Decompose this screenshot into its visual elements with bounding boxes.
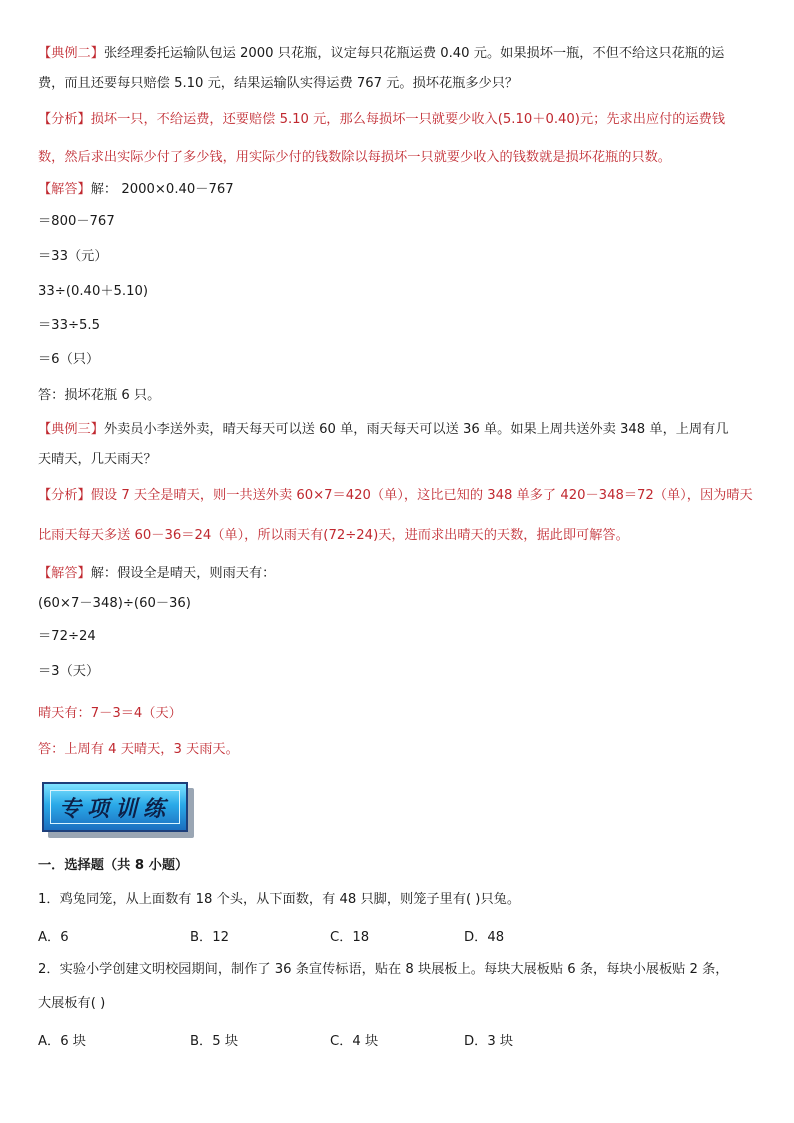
question2-line2: 大展板有( ) — [38, 996, 106, 1011]
example2-solution-line4: 33÷(0.40＋5.10) — [38, 284, 149, 299]
banner-label: 专项训练 — [58, 795, 171, 822]
example3-solution-line4: ＝3（天） — [38, 664, 100, 679]
example2-analysis-line2: 数，然后求出实际少付了多少钱，用实际少付的钱数除以每损坏一只就要少收入的钱数就是损坏花瓶的只数。 — [38, 150, 671, 165]
banner-inner-frame — [50, 790, 180, 824]
example2-solution-line6: ＝6（只） — [38, 352, 100, 367]
example3-solution-line2: (60×7－348)÷(60－36) — [38, 596, 191, 611]
option-d: D．3 块 — [464, 1034, 514, 1049]
section-banner — [40, 780, 198, 842]
example3-answer: 答：上周有 4 天晴天，3 天雨天。 — [38, 742, 239, 757]
example2-solution-line1: 【解答】解： 2000×0.40－767 — [38, 182, 234, 197]
example3-analysis-line1: 【分析】假设 7 天全是晴天，则一共送外卖 60×7＝420（单），这比已知的 348 单多了 420－348＝72（单），因为晴天 — [38, 488, 753, 503]
option-c: C．18 — [330, 930, 370, 945]
example2-solution-line5: ＝33÷5.5 — [38, 318, 100, 333]
question1-text: 1．鸡兔同笼，从上面数有 18 个头，从下面数，有 48 只脚，则笼子里有( )只兔。 — [38, 892, 521, 907]
analysis-tag: 【分析】 — [38, 112, 91, 127]
example3-question-line1: 【典例三】外卖员小李送外卖，晴天每天可以送 60 单，雨天每天可以送 36 单。如果上周共送外卖 348 单，上周有几 — [38, 422, 729, 437]
example3-solution-line5: 晴天有：7－3＝4（天） — [38, 706, 182, 721]
option-d: D．48 — [464, 930, 505, 945]
example2-solution-line3: ＝33（元） — [38, 249, 108, 264]
option-c: C．4 块 — [330, 1034, 379, 1049]
example2-solution-line2: ＝800－767 — [38, 214, 115, 229]
example2-answer: 答：损坏花瓶 6 只。 — [38, 388, 161, 403]
option-b: B．5 块 — [190, 1034, 239, 1049]
analysis-tag: 【分析】 — [38, 488, 91, 503]
example3-question-line2: 天晴天，几天雨天？ — [38, 452, 157, 467]
example3-analysis-line2: 比雨天每天多送 60－36＝24（单），所以雨天有(72÷24)天，进而求出晴天的天数，据此即可解答。 — [38, 528, 629, 543]
example2-question-line1: 【典例二】张经理委托运输队包运 2000 只花瓶，议定每只花瓶运费 0.40 元。如果损坏一瓶，不但不给这只花瓶的运 — [38, 46, 725, 61]
example2-analysis-line1: 【分析】损坏一只，不给运费，还要赔偿 5.10 元，那么每损坏一只就要少收入(5.10＋0.40)元；先求出应付的运费钱 — [38, 112, 726, 127]
example2-tag: 【典例二】 — [38, 46, 104, 61]
section-heading: 一．选择题（共 8 小题） — [38, 858, 189, 873]
option-b: B．12 — [190, 930, 230, 945]
example3-solution-line1: 【解答】解：假设全是晴天，则雨天有： — [38, 566, 276, 581]
question2-line1: 2．实验小学创建文明校园期间，制作了 36 条宣传标语，贴在 8 块展板上。每块大展板贴 6 条，每块小展板贴 2 条， — [38, 962, 729, 977]
banner-box — [42, 782, 188, 832]
example3-solution-line3: ＝72÷24 — [38, 629, 96, 644]
solution-tag: 【解答】 — [38, 566, 91, 581]
option-a: A．6 块 — [38, 1034, 86, 1049]
option-a: A．6 — [38, 930, 69, 945]
example3-tag: 【典例三】 — [38, 422, 104, 437]
solution-tag: 【解答】 — [38, 182, 91, 197]
example2-question-line2: 费，而且还要每只赔偿 5.10 元，结果运输队实得运费 767 元。损坏花瓶多少只？ — [38, 76, 519, 91]
